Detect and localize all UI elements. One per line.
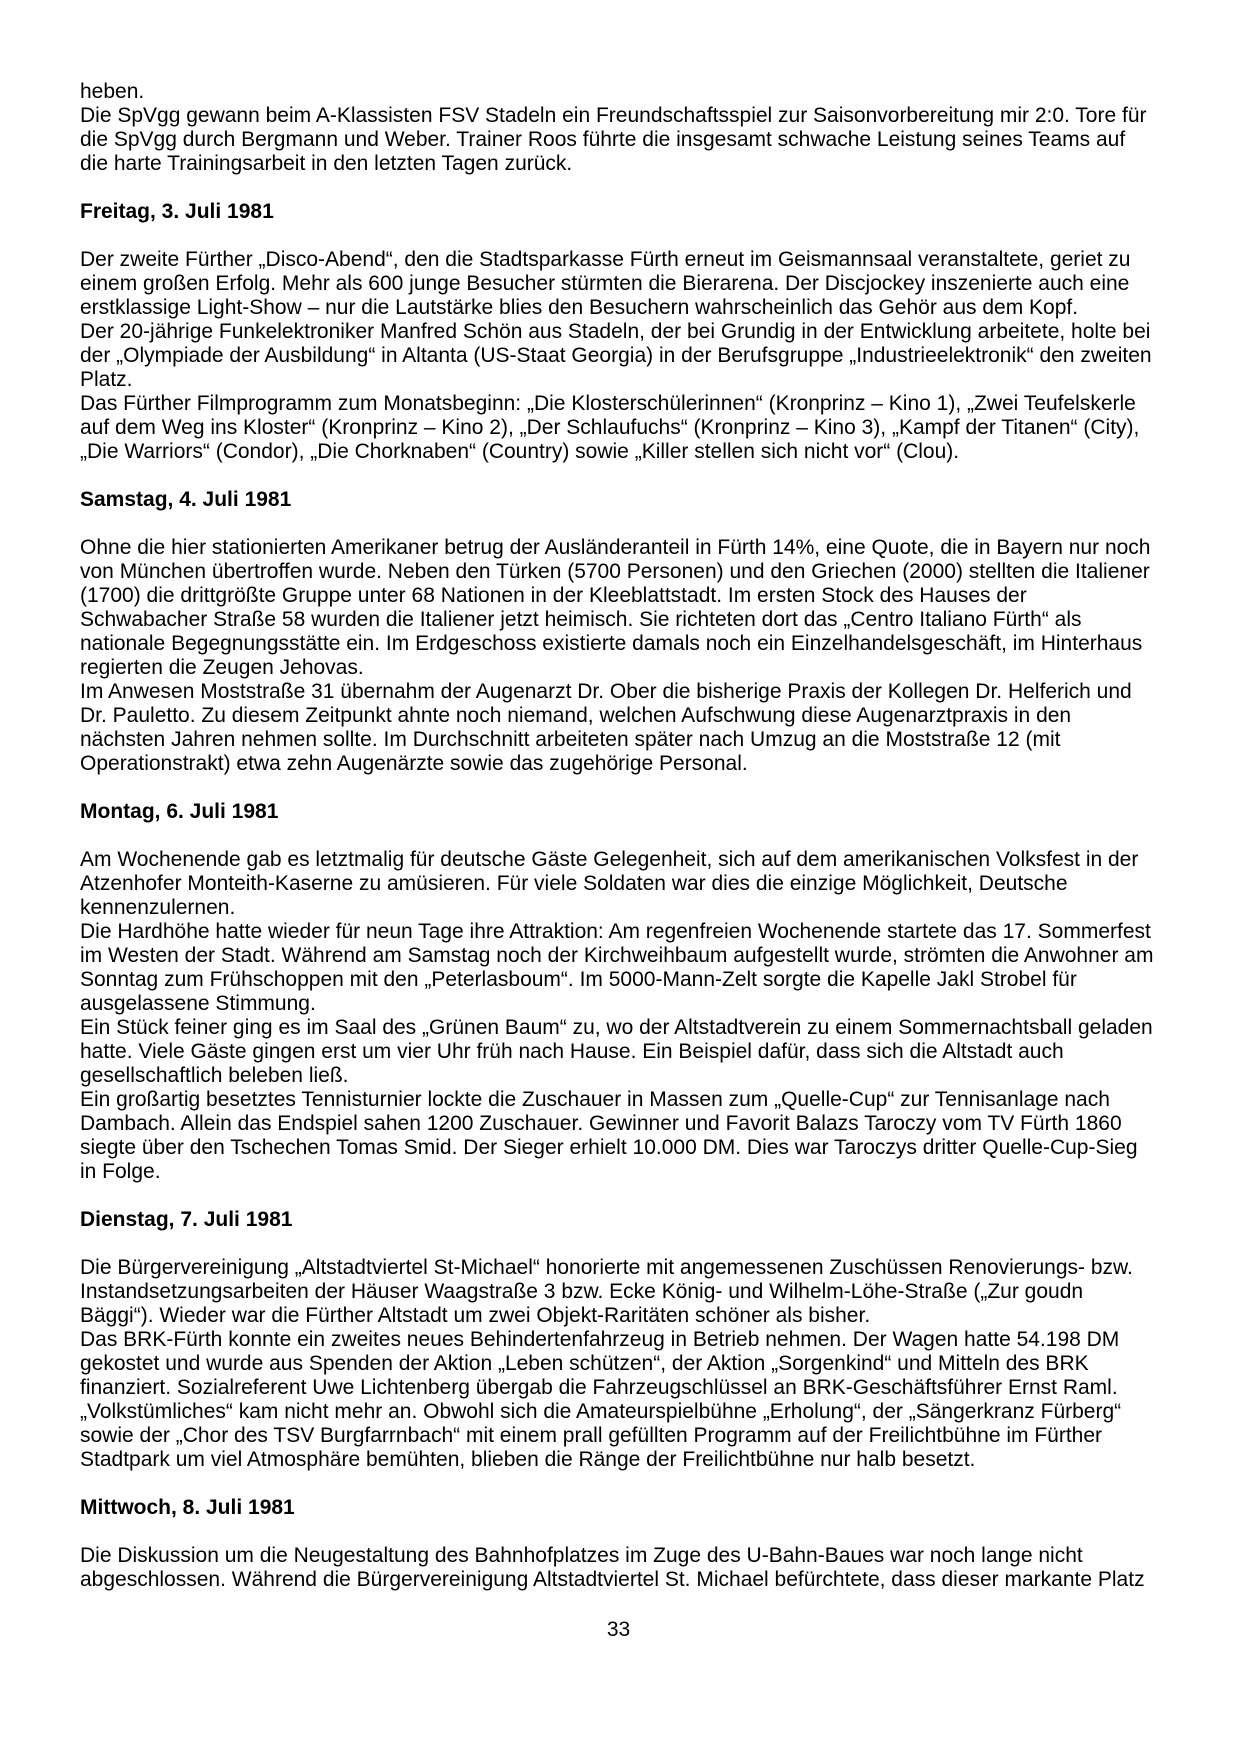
section-heading-wednesday: Mittwoch, 8. Juli 1981 xyxy=(80,1496,295,1519)
intro-paragraph-continuation: heben. xyxy=(80,80,145,103)
paragraph: Ein großartig besetztes Tennisturnier lockte die Zuschauer in Massen zum „Quelle-Cup“ zur Tennisanlage nach Dambach. Allein das Endspiel sahen 1200 Zuschauer. Gewinner und Favorit Balazs Taroczy vom TV Fürth 1860 siegte über den Tschechen Tomas Smid. Der Sieger erhielt 10.000 DM. Dies war Taroczys dritter Quelle-Cup-Sieg in Folge. xyxy=(80,1088,1138,1183)
paragraph: Das Fürther Filmprogramm zum Monatsbeginn: „Die Klosterschülerinnen“ (Kronprinz – Kino 1), „Zwei Teufelskerle auf dem Weg ins Kloster“ (Kronprinz – Kino 2), „Der Schlaufuchs“ (Kronprinz – Kino 3), „Kampf der Titanen“ (City), „Die Warriors“ (Condor), „Die Chorknaben“ (Country) sowie „Killer stellen sich nicht vor“ (Clou). xyxy=(80,392,1140,463)
paragraph: Die Bürgervereinigung „Altstadtviertel St-Michael“ honorierte mit angemessenen Zuschüssen Renovierungs- bzw. Instandsetzungsarbeiten der Häuser Waagstraße 3 bzw. Ecke König- und Wilhelm-Löhe-Straße („Zur goudn Bäggi“). Wieder war die Fürther Altstadt um zwei Objekt-Raritäten schöner als bisher. xyxy=(80,1256,1133,1327)
paragraph: Die Hardhöhe hatte wieder für neun Tage ihre Attraktion: Am regenfreien Wochenende startete das 17. Sommerfest im Westen der Stadt. Während am Samstag noch der Kirchweihbaum aufgestellt wurde, strömten die Anwohner am Sonntag zum Frühschoppen mit den „Peterlasboum“. Im 5000-Mann-Zelt sorgte die Kapelle Jakl Strobel für ausgelassene Stimmung. xyxy=(80,920,1154,1015)
section-heading-tuesday: Dienstag, 7. Juli 1981 xyxy=(80,1208,293,1231)
section-heading-monday: Montag, 6. Juli 1981 xyxy=(80,800,279,823)
section-heading-friday: Freitag, 3. Juli 1981 xyxy=(80,200,274,223)
page-number: 33 xyxy=(606,1618,631,1641)
paragraph: „Volkstümliches“ kam nicht mehr an. Obwohl sich die Amateurspielbühne „Erholung“, der „Sängerkranz Fürberg“ sowie der „Chor des TSV Burgfarrnbach“ mit einem prall gefüllten Programm auf der Freilichtbühne im Fürther Stadtpark um viel Atmosphäre bemühten, blieben die Ränge der Freilichtbühne nur halb besetzt. xyxy=(80,1400,1122,1471)
paragraph: Das BRK-Fürth konnte ein zweites neues Behindertenfahrzeug in Betrieb nehmen. Der Wagen hatte 54.198 DM gekostet und wurde aus Spenden der Aktion „Leben schützen“, der Aktion „Sorgenkind“ und Mitteln des BRK finanziert. Sozialreferent Uwe Lichtenberg übergab die Fahrzeugschlüssel an BRK-Geschäftsführer Ernst Raml. xyxy=(80,1328,1120,1399)
page-content xyxy=(80,80,1157,1642)
paragraph: Im Anwesen Moststraße 31 übernahm der Augenarzt Dr. Ober die bisherige Praxis der Kollegen Dr. Helferich und Dr. Pauletto. Zu diesem Zeitpunkt ahnte noch niemand, welchen Aufschwung diese Augenarztpraxis in den nächsten Jahren nehmen sollte. Im Durchschnitt arbeiteten später nach Umzug an die Moststraße 12 (mit Operationstrakt) etwa zehn Augenärzte sowie das zugehörige Personal. xyxy=(80,680,1132,775)
section-heading-saturday: Samstag, 4. Juli 1981 xyxy=(80,488,292,511)
paragraph: Ohne die hier stationierten Amerikaner betrug der Ausländeranteil in Fürth 14%, eine Quote, die in Bayern nur noch von München übertroffen wurde. Neben den Türken (5700 Personen) und den Griechen (2000) stellten die Italiener (1700) die drittgrößte Gruppe unter 68 Nationen in der Kleeblattstadt. Im ersten Stock des Hauses der Schwabacher Straße 58 wurden die Italiener jetzt heimisch. Sie richteten dort das „Centro Italiano Fürth“ als nationale Begegnungsstätte ein. Im Erdgeschoss existierte damals noch ein Einzelhandelsgeschäft, im Hinterhaus regierten die Zeugen Jehovas. xyxy=(80,536,1151,679)
paragraph: Am Wochenende gab es letztmalig für deutsche Gäste Gelegenheit, sich auf dem amerikanischen Volksfest in der Atzenhofer Monteith-Kaserne zu amüsieren. Für viele Soldaten war dies die einzige Möglichkeit, Deutsche kennenzulernen. xyxy=(80,848,1139,919)
paragraph: Ein Stück feiner ging es im Saal des „Grünen Baum“ zu, wo der Altstadtverein zu einem Sommernachtsball geladen hatte. Viele Gäste gingen erst um vier Uhr früh nach Hause. Ein Beispiel dafür, dass sich die Altstadt auch gesellschaftlich beleben ließ. xyxy=(80,1016,1153,1087)
paragraph: Die Diskussion um die Neugestaltung des Bahnhofplatzes im Zuge des U-Bahn-Baues war noch lange nicht abgeschlossen. Während die Bürgervereinigung Altstadtviertel St. Michael befürchtete, dass dieser markante Platz xyxy=(80,1544,1145,1591)
intro-paragraph: Die SpVgg gewann beim A-Klassisten FSV Stadeln ein Freundschaftsspiel zur Saisonvorbereitung mir 2:0. Tore für die SpVgg durch Bergmann und Weber. Trainer Roos führte die insgesamt schwache Leistung seines Teams auf die harte Trainingsarbeit in den letzten Tagen zurück. xyxy=(80,104,1147,175)
paragraph: Der zweite Fürther „Disco-Abend“, den die Stadtsparkasse Fürth erneut im Geismannsaal veranstaltete, geriet zu einem großen Erfolg. Mehr als 600 junge Besucher stürmten die Bierarena. Der Discjockey inszenierte auch eine erstklassige Light-Show – nur die Lautstärke blies den Besuchern wahrscheinlich das Gehör aus dem Kopf. xyxy=(80,248,1131,319)
paragraph: Der 20-jährige Funkelektroniker Manfred Schön aus Stadeln, der bei Grundig in der Entwicklung arbeitete, holte bei der „Olympiade der Ausbildung“ in Altanta (US-Staat Georgia) in der Berufsgruppe „Industrieelektronik“ den zweiten Platz. xyxy=(80,320,1152,391)
